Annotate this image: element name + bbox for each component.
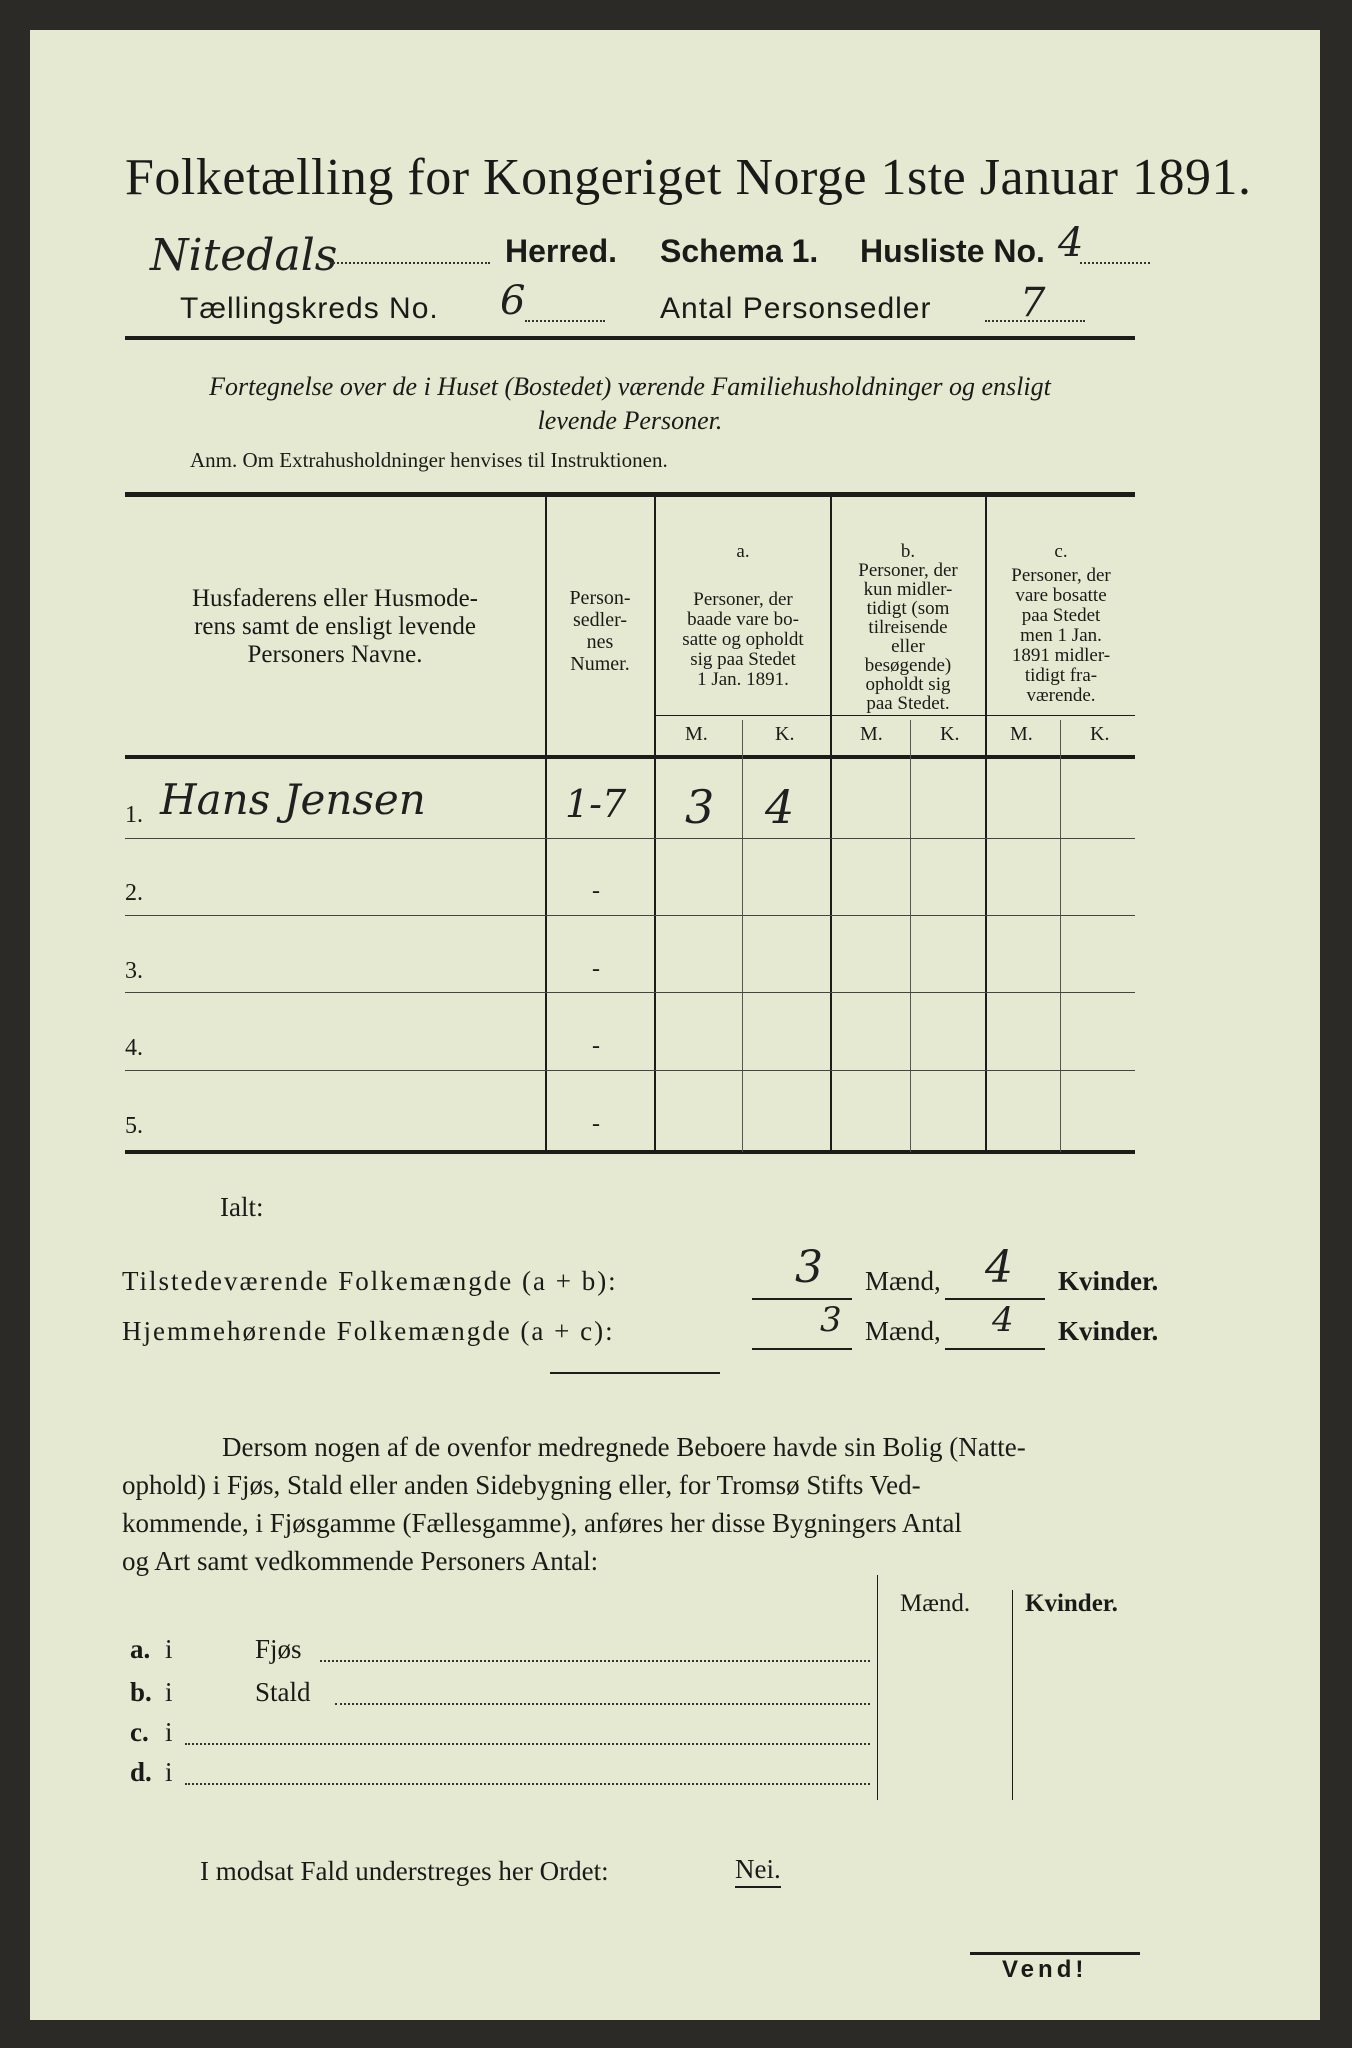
row-3-no: 3. bbox=[125, 958, 143, 984]
herred-dots bbox=[330, 262, 490, 264]
col-num-header bbox=[548, 587, 652, 675]
buildings-line4: og Art samt vedkommende Personers Antal: bbox=[122, 1546, 599, 1576]
bld-c-i: i bbox=[165, 1717, 173, 1747]
row-2-num: - bbox=[592, 878, 600, 904]
section-divider bbox=[550, 1372, 720, 1374]
col-num-l3: nes bbox=[586, 631, 614, 653]
tilstede-kvinder-value: 4 bbox=[985, 1242, 1013, 1293]
bld-a-label: Fjøs bbox=[255, 1634, 302, 1664]
census-form bbox=[30, 30, 1320, 2020]
c-m-label: M. bbox=[1010, 723, 1033, 745]
col-c-letter: c. bbox=[1054, 541, 1068, 562]
col-c-l3: paa Stedet bbox=[1021, 605, 1101, 626]
hjemme-maend-label: Mænd, bbox=[865, 1316, 941, 1346]
antal-dots bbox=[985, 320, 1085, 322]
row-1-num: 1-7 bbox=[565, 782, 627, 826]
herred-value: Nitedals bbox=[150, 230, 338, 281]
tilstede-maend-label: Mænd, bbox=[865, 1266, 941, 1296]
col-b-letter: b. bbox=[900, 541, 916, 562]
col-b-l4: tilreisende bbox=[868, 617, 948, 638]
bld-col-kvinder: Kvinder. bbox=[1025, 1590, 1118, 1617]
bld-sep-2 bbox=[1012, 1590, 1013, 1800]
intro-text bbox=[125, 370, 1135, 438]
bld-a-i: i bbox=[165, 1634, 173, 1664]
b-k-label: K. bbox=[940, 723, 960, 745]
bld-b-dots bbox=[335, 1703, 870, 1705]
b-m-label: M. bbox=[860, 723, 883, 745]
col-a-letter: a. bbox=[736, 541, 750, 562]
row-rule-3 bbox=[125, 992, 1135, 993]
anm-note: Anm. Om Extrahusholdninger henvises til Instruktionen. bbox=[190, 448, 668, 472]
row-2-no: 2. bbox=[125, 880, 143, 906]
buildings-line1: Dersom nogen af de ovenfor medregnede Beboere havde sin Bolig (Natte- bbox=[222, 1432, 1026, 1462]
hjemme-maend-value: 3 bbox=[820, 1300, 842, 1340]
tilstede-kvinder-label: Kvinder. bbox=[1058, 1266, 1159, 1296]
a-k-label: K. bbox=[775, 723, 795, 745]
husliste-label: Husliste No. bbox=[860, 233, 1045, 269]
col-b-l1: Personer, der bbox=[858, 560, 958, 581]
herred-label: Herred. bbox=[505, 233, 618, 269]
col-sep-1 bbox=[545, 496, 547, 1152]
col-a-l3: satte og opholdt bbox=[682, 629, 804, 650]
kreds-label: Tællingskreds No. bbox=[180, 292, 439, 325]
row-5-num: - bbox=[592, 1111, 600, 1137]
col-b-header bbox=[833, 542, 983, 713]
col-a-l1: Personer, der bbox=[693, 589, 793, 610]
mk-rule-c bbox=[987, 715, 1135, 716]
intro-line1: Fortegnelse over de i Huset (Bostedet) værende Familiehusholdninger og ensligt bbox=[209, 372, 1051, 401]
hjemme-kvinder-label: Kvinder. bbox=[1058, 1316, 1159, 1346]
tilstede-maend-value: 3 bbox=[795, 1242, 823, 1293]
kreds-dots bbox=[525, 320, 605, 322]
modsat-label: I modsat Fald understreges her Ordet: bbox=[200, 1856, 609, 1886]
husliste-value: 4 bbox=[1058, 220, 1084, 266]
row-1-no: 1. bbox=[125, 802, 143, 828]
kreds-value: 6 bbox=[500, 278, 526, 324]
form-title: Folketælling for Kongeriget Norge 1ste Januar 1891. bbox=[125, 149, 1252, 206]
col-a-header bbox=[658, 542, 828, 690]
bld-b-letter: b. bbox=[130, 1677, 152, 1707]
buildings-line3: kommende, i Fjøsgamme (Fællesgamme), anføres her disse Bygningers Antal bbox=[122, 1508, 962, 1538]
col-b-l7: opholdt sig bbox=[865, 674, 951, 695]
bld-b-i: i bbox=[165, 1677, 173, 1707]
mk-rule-b bbox=[832, 715, 985, 716]
col-c-header bbox=[988, 542, 1134, 706]
col-c-l6: tidigt fra- bbox=[1024, 665, 1098, 686]
hjemme-kvinder-line bbox=[945, 1348, 1045, 1350]
row-1-name: Hans Jensen bbox=[160, 775, 426, 824]
table-bottom-rule bbox=[125, 1150, 1135, 1154]
row-5-no: 5. bbox=[125, 1113, 143, 1139]
table-header-rule bbox=[125, 755, 1135, 759]
a-m-label: M. bbox=[685, 723, 708, 745]
col-b-l8: paa Stedet. bbox=[866, 693, 950, 714]
ialt-label: Ialt: bbox=[220, 1192, 264, 1222]
row-rule-2 bbox=[125, 915, 1135, 916]
row-1-a-k: 4 bbox=[765, 780, 795, 834]
col-a-l4: sig paa Stedet bbox=[690, 649, 796, 670]
bld-a-letter: a. bbox=[130, 1634, 151, 1664]
husliste-dots bbox=[1080, 262, 1150, 264]
row-rule-1 bbox=[125, 838, 1135, 839]
bld-d-i: i bbox=[165, 1757, 173, 1787]
bld-col-maend: Mænd. bbox=[900, 1590, 971, 1617]
mk-rule-a bbox=[656, 715, 830, 716]
col-num-l1: Person- bbox=[569, 587, 631, 609]
antal-value: 7 bbox=[1020, 280, 1046, 326]
mk-sep-a bbox=[742, 720, 743, 1152]
col-c-l5: 1891 midler- bbox=[1011, 645, 1111, 666]
bld-a-dots bbox=[320, 1660, 870, 1662]
col-num-l2: sedler- bbox=[572, 609, 627, 631]
vend-label: Vend! bbox=[1002, 1956, 1088, 1983]
buildings-paragraph bbox=[122, 1428, 1132, 1580]
intro-line2: levende Personer. bbox=[537, 406, 723, 435]
bld-b-label: Stald bbox=[255, 1677, 311, 1707]
col-c-l7: værende. bbox=[1026, 685, 1096, 706]
col-sep-3 bbox=[830, 496, 832, 1152]
bld-d-dots bbox=[185, 1783, 870, 1785]
col-c-l2: vare bosatte bbox=[1015, 585, 1107, 606]
col-c-l4: men 1 Jan. bbox=[1020, 625, 1102, 646]
bld-c-dots bbox=[185, 1743, 870, 1745]
col-num-l4: Numer. bbox=[570, 653, 630, 675]
tilstede-label: Tilstedeværende Folkemængde (a + b): bbox=[122, 1266, 618, 1296]
row-1-a-m: 3 bbox=[685, 780, 715, 834]
mk-sep-c bbox=[1060, 720, 1061, 1152]
col-b-l3: tidigt (som bbox=[866, 598, 950, 619]
col-a-l5: 1 Jan. 1891. bbox=[697, 669, 789, 690]
row-4-no: 4. bbox=[125, 1035, 143, 1061]
modsat-word: Nei. bbox=[735, 1852, 781, 1888]
col-name-header bbox=[135, 585, 535, 669]
table-top-rule bbox=[125, 492, 1135, 497]
antal-label: Antal Personsedler bbox=[660, 292, 932, 325]
col-name-l3: Personers Navne. bbox=[247, 641, 423, 668]
row-3-num: - bbox=[592, 956, 600, 982]
hjemme-kvinder-value: 4 bbox=[992, 1300, 1014, 1340]
mk-sep-b bbox=[910, 720, 911, 1152]
bld-c-letter: c. bbox=[130, 1717, 149, 1747]
schema-label: Schema 1. bbox=[660, 233, 819, 269]
row-4-num: - bbox=[592, 1033, 600, 1059]
c-k-label: K. bbox=[1090, 723, 1110, 745]
col-sep-4 bbox=[985, 496, 987, 1152]
row-rule-4 bbox=[125, 1070, 1135, 1071]
vend-rule bbox=[970, 1952, 1140, 1955]
buildings-line2: ophold) i Fjøs, Stald eller anden Sidebygning eller, for Tromsø Stifts Ved- bbox=[122, 1470, 921, 1500]
col-b-l6: besøgende) bbox=[864, 655, 952, 676]
col-a-l2: baade vare bo- bbox=[687, 609, 799, 630]
bld-d-letter: d. bbox=[130, 1757, 152, 1787]
bld-sep-1 bbox=[877, 1575, 878, 1800]
col-c-l1: Personer, der bbox=[1011, 565, 1111, 586]
header-rule bbox=[125, 336, 1135, 340]
col-b-l2: kun midler- bbox=[863, 579, 953, 600]
col-sep-2 bbox=[654, 496, 656, 1152]
col-name-l1: Husfaderens eller Husmode- bbox=[191, 585, 478, 612]
hjemme-label: Hjemmehørende Folkemængde (a + c): bbox=[122, 1316, 615, 1346]
hjemme-maend-line bbox=[752, 1348, 852, 1350]
col-b-l5: eller bbox=[891, 636, 925, 657]
col-name-l2: rens samt de ensligt levende bbox=[194, 613, 476, 640]
